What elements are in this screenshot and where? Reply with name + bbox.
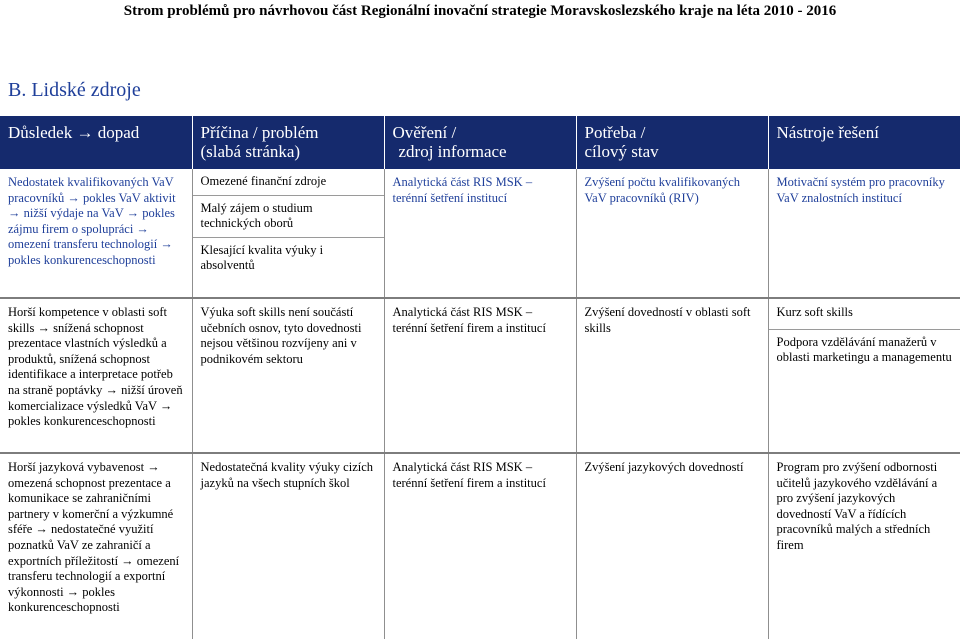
table-row	[0, 169, 960, 298]
table-header-row	[0, 116, 960, 169]
table-row	[0, 298, 960, 453]
cell-dusledek: Nedostatek kvalifikovaných VaV pracovníků → pokles VaV aktivit → nižší výdaje na VaV → pokles zájmu firem o spolupráci → omezení transferu technologií → pokles konkurenceschopnosti	[0, 169, 192, 298]
table-row	[0, 453, 960, 639]
cell-pricina	[192, 298, 384, 453]
cell-nastroje	[768, 298, 960, 453]
cause-item: Nedostatečná kvality výuky cizích jazyků na všech stupních škol	[193, 454, 384, 497]
cause-item: Klesající kvalita výuky i absolventů	[193, 238, 384, 279]
header-pricina: Příčina / problém (slabá stránka)	[192, 116, 384, 169]
cell-nastroje	[768, 169, 960, 298]
tool-item: Motivační systém pro pracovníky VaV znalostních institucí	[769, 169, 960, 212]
cause-item: Omezené finanční zdroje	[193, 169, 384, 196]
section-title: B. Lidské zdroje	[8, 79, 141, 101]
cell-potreba: Zvýšení počtu kvalifikovaných VaV pracovníků (RIV)	[576, 169, 768, 298]
cell-overeni: Analytická část RIS MSK – terénní šetření institucí	[384, 169, 576, 298]
cell-pricina	[192, 169, 384, 298]
tool-item: Podpora vzdělávání manažerů v oblasti marketingu a managementu	[769, 330, 960, 371]
cause-item: Malý zájem o studium technických oborů	[193, 196, 384, 238]
tool-item: Kurz soft skills	[769, 299, 960, 330]
cell-pricina	[192, 453, 384, 639]
problem-tree-table	[0, 116, 960, 639]
header-dusledek: Důsledek → dopad	[0, 116, 192, 169]
cell-dusledek: Horší kompetence v oblasti soft skills → snížená schopnost prezentace vlastních výsledků a produktů, snížená schopnost identifikace a interpretace potřeb na straně poptávky → nižší úroveň komercializace výsledků VaV → pokles konkurenceschopnosti	[0, 298, 192, 453]
cell-nastroje	[768, 453, 960, 639]
cell-potreba: Zvýšení dovedností v oblasti soft skills	[576, 298, 768, 453]
header-potreba: Potřeba / cílový stav	[576, 116, 768, 169]
cell-overeni: Analytická část RIS MSK – terénní šetření firem a institucí	[384, 298, 576, 453]
document-title: Strom problémů pro návrhovou část Regionální inovační strategie Moravskoslezského kraje na léta 2010 - 2016	[0, 2, 960, 20]
tool-item: Program pro zvýšení odbornosti učitelů jazykového vzdělávání a pro zvýšení jazykových dovedností VaV a řídících pracovníků malých a středních firem	[769, 454, 960, 560]
header-overeni: Ověření / zdroj informace	[384, 116, 576, 169]
cell-dusledek: Horší jazyková vybavenost → omezená schopnost prezentace a komunikace se zahraničními partnery v komerční a výzkumné sféře → nedostatečné využití poznatků VaV ze zahraničí a exportních příležitostí → omezení transferu technologií a exportní výkonnosti → pokles konkurenceschopnosti	[0, 453, 192, 639]
cell-overeni: Analytická část RIS MSK – terénní šetření firem a institucí	[384, 453, 576, 639]
cell-potreba: Zvýšení jazykových dovedností	[576, 453, 768, 639]
header-nastroje: Nástroje řešení	[768, 116, 960, 169]
cause-item: Výuka soft skills není součástí učebních osnov, tyto dovednosti nejsou většinou rozvíjeny ani v podnikovém sektoru	[193, 299, 384, 373]
